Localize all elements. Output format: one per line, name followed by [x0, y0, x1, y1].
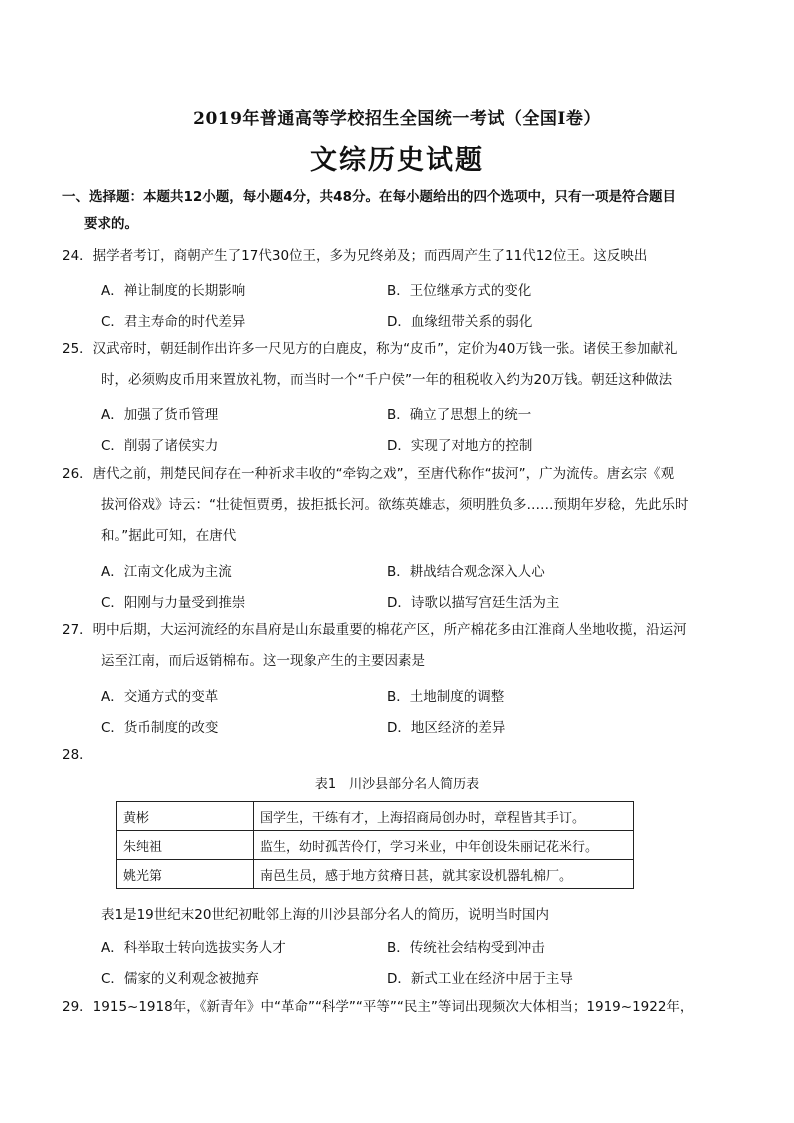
table-1-caption: 表1 川沙县部分名人简历表: [314, 777, 480, 792]
table-1-note-text: 表1是19世纪末20世纪初毗邻上海的川沙县部分名人的简历，说明当时国内: [101, 907, 549, 923]
table-cell-bio: 国学生，干练有才，上海招商局创办时，章程皆其手订。: [254, 802, 634, 831]
option-27-b[interactable]: B．土地制度的调整: [387, 689, 505, 705]
table-row: [117, 802, 634, 831]
question-26-stem-line3: 和。”据此可知，在唐代: [101, 528, 237, 544]
question-26-stem-line1: 26．唐代之前，荆楚民间存在一种祈求丰收的“牵钩之戏”，至唐代称作“拔河”，广为流传。唐玄宗《观: [62, 466, 675, 482]
option-24-a[interactable]: A．禅让制度的长期影响: [101, 283, 246, 299]
question-26-stem-line2: 拔河俗戏》诗云：“壮徒恒贾勇，拔拒抵长河。欲练英雄志，须明胜负多……预期年岁稔，先此乐时: [101, 497, 689, 513]
option-28-b[interactable]: B．传统社会结构受到冲击: [387, 940, 545, 956]
question-24-stem-line1: 24．据学者考订，商朝产生了17代30位王，多为兄终弟及；而西周产生了11代12位王。这反映出: [62, 248, 648, 264]
table-1-note: [101, 900, 731, 931]
option-28-d[interactable]: D．新式工业在经济中居于主导: [387, 971, 573, 987]
question-24: [62, 241, 732, 272]
question-27: [62, 615, 732, 677]
option-28-a[interactable]: A．科举取士转向选拔实务人才: [101, 940, 286, 956]
table-cell-name: 黄彬: [117, 802, 254, 831]
table-cell-name: 朱纯祖: [117, 831, 254, 860]
section-instructions-line2: 要求的。: [84, 216, 138, 232]
option-27-a[interactable]: A．交通方式的变革: [101, 689, 219, 705]
table-1: [116, 801, 634, 889]
option-26-d[interactable]: D．诗歌以描写宫廷生活为主: [387, 595, 560, 611]
table-cell-bio: 监生，幼时孤苦伶仃，学习米业，中年创设朱丽记花米行。: [254, 831, 634, 860]
question-29-stem-line1: 29．1915~1918年，《新青年》中“革命”“科学”“平等”“民主”等词出现频次大体相当；1919~1922年，: [62, 999, 694, 1015]
option-26-b[interactable]: B．耕战结合观念深入人心: [387, 564, 545, 580]
question-29: [62, 992, 732, 1023]
table-row: [117, 831, 634, 860]
question-25: [62, 334, 732, 396]
option-25-b[interactable]: B．确立了思想上的统一: [387, 407, 532, 423]
option-24-b[interactable]: B．王位继承方式的变化: [387, 283, 532, 299]
question-28-number: 28．: [62, 747, 93, 763]
question-25-stem-line1: 25．汉武帝时，朝廷制作出许多一尺见方的白鹿皮，称为“皮币”，定价为40万钱一张。诸侯王参加献礼: [62, 341, 678, 357]
exam-title: 2019年普通高等学校招生全国统一考试（全国Ⅰ卷）: [193, 109, 601, 129]
option-24-c[interactable]: C．君主寿命的时代差异: [101, 314, 246, 330]
option-27-d[interactable]: D．地区经济的差异: [387, 720, 506, 736]
option-24-d[interactable]: D．血缘纽带关系的弱化: [387, 314, 533, 330]
question-27-stem-line1: 27．明中后期，大运河流经的东昌府是山东最重要的棉花产区，所产棉花多由江淮商人坐地收揽，沿运河: [62, 622, 687, 638]
section-instructions-line1: 一、选择题：本题共12小题，每小题4分，共48分。在每小题给出的四个选项中，只有一项是符合题目: [62, 189, 676, 205]
question-26: [62, 459, 732, 552]
question-28: [62, 740, 732, 771]
option-25-d[interactable]: D．实现了对地方的控制: [387, 438, 533, 454]
table-cell-bio: 南邑生员，感于地方贫瘠日甚，就其家设机器轧棉厂。: [254, 860, 634, 889]
question-27-stem-line2: 运至江南，而后返销棉布。这一现象产生的主要因素是: [101, 653, 425, 669]
option-27-c[interactable]: C．货币制度的改变: [101, 720, 219, 736]
question-25-stem-line2: 时，必须购皮币用来置放礼物，而当时一个“千户侯”一年的租税收入约为20万钱。朝廷这种做法: [101, 372, 673, 388]
table-cell-name: 姚光第: [117, 860, 254, 889]
subject-title: 文综历史试题: [310, 145, 484, 176]
option-25-a[interactable]: A．加强了货币管理: [101, 407, 219, 423]
option-25-c[interactable]: C．削弱了诸侯实力: [101, 438, 219, 454]
option-28-c[interactable]: C．儒家的义利观念被抛弃: [101, 971, 259, 987]
option-26-c[interactable]: C．阳刚与力量受到推崇: [101, 595, 246, 611]
option-26-a[interactable]: A．江南文化成为主流: [101, 564, 232, 580]
section-heading: [62, 184, 736, 238]
table-row: [117, 860, 634, 889]
